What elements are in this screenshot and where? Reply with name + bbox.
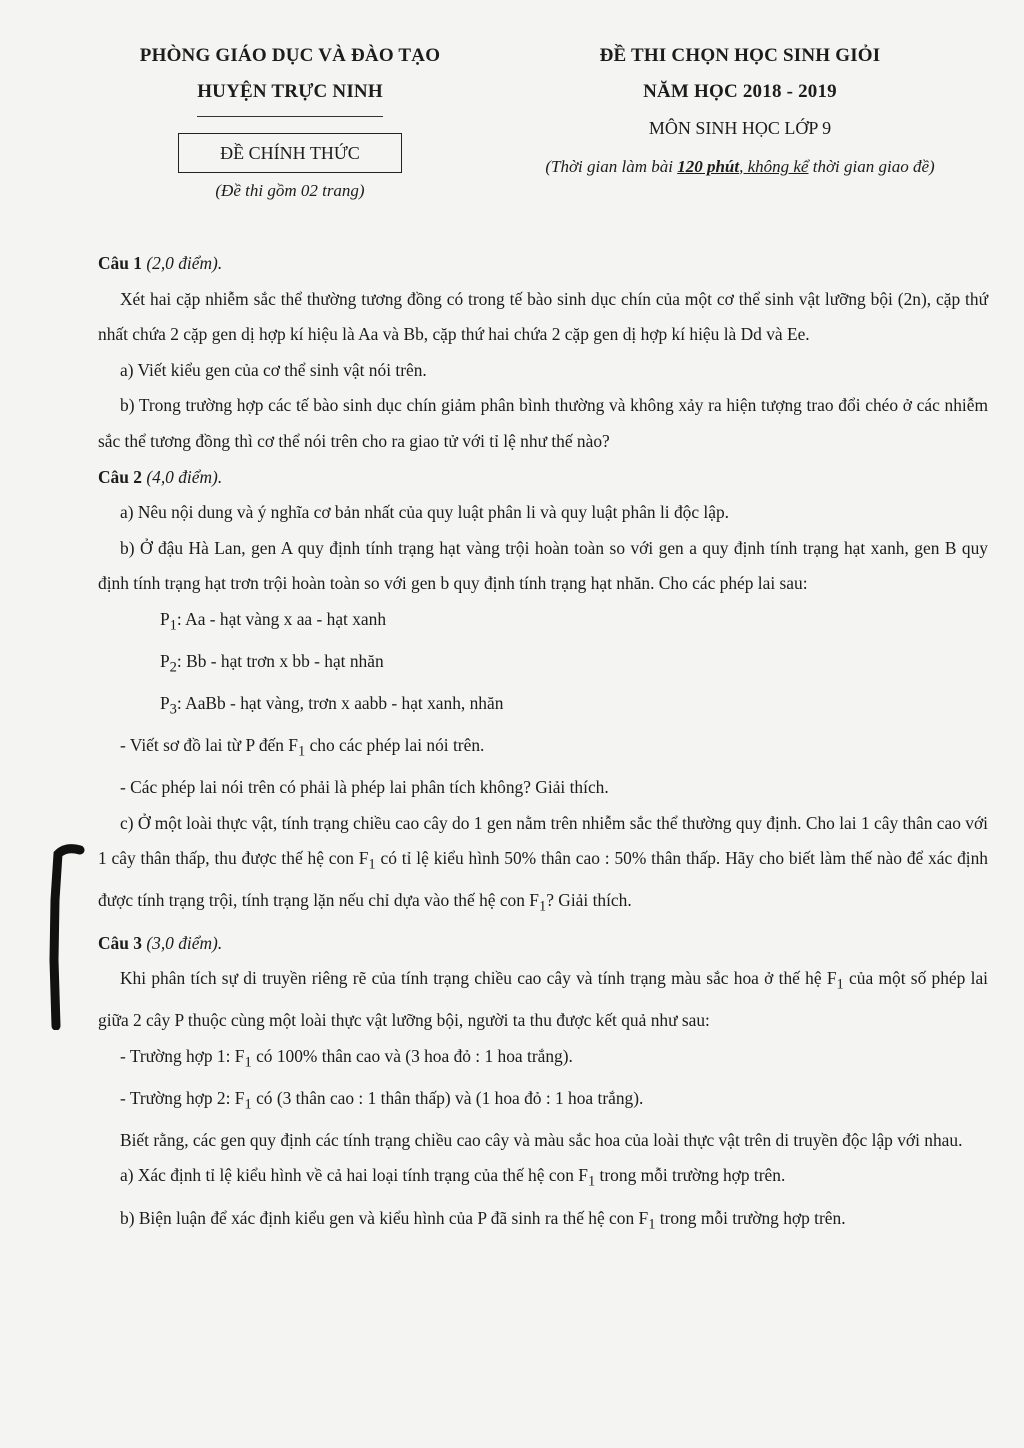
q3-intro-sub: 1 (836, 976, 844, 993)
question-3-points: (3,0 điểm). (146, 932, 223, 953)
question-2-part-b: b) Ở đậu Hà Lan, gen A quy định tính trạng hạt vàng trội hoàn toàn so với gen a quy định tính trạng hạt xanh, gen B quy định tính trạng hạt trơn trội hoàn toàn so với gen b quy định tính trạng hạt nhăn. Cho các phép lai sau: (98, 537, 988, 594)
school-year: NĂM HỌC 2018 - 2019 (643, 81, 837, 102)
time-prefix: (Thời gian làm bài (545, 157, 678, 176)
question-2-dash-2: - Các phép lai nói trên có phải là phép lai phân tích không? Giải thích. (120, 777, 609, 798)
dash-1-pre: - Viết sơ đồ lai từ P đến F (120, 735, 298, 756)
question-1-points: (2,0 điểm). (146, 253, 223, 273)
cross-p1-label: P (160, 608, 170, 629)
question-1-part-b: b) Trong trường hợp các tế bào sinh dục chín giảm phân bình thường và không xảy ra hiện tượng trao đổi chéo ở các nhiễm sắc thể tương đồng thì cơ thể nói trên cho ra giao tử với tỉ lệ như thế nào? (98, 395, 988, 451)
case-1-post: có 100% thân cao và (3 hoa đỏ : 1 hoa trắng). (251, 1045, 573, 1066)
question-3-part-b (98, 1201, 988, 1243)
q3-b-sub: 1 (648, 1216, 656, 1232)
question-3-label: Câu 3 (98, 932, 142, 953)
dash-1-sub: 1 (297, 743, 306, 760)
question-2-label: Câu 2 (98, 466, 142, 487)
question-1-part-a: a) Viết kiểu gen của cơ thể sinh vật nói trên. (120, 359, 427, 380)
exam-title: ĐỀ THI CHỌN HỌC SINH GIỎI (599, 45, 881, 66)
dash-1-post: cho các phép lai nói trên. (305, 735, 485, 756)
cross-p2-label: P (160, 651, 170, 671)
header-divider (197, 116, 383, 117)
q3-intro-post: của một số phép lai giữa 2 cây P thuộc cùng một loài thực vật lưỡng bội, người ta thu được kết quả như sau: (98, 968, 988, 1031)
question-3-title (98, 926, 988, 962)
question-1-intro: Xét hai cặp nhiễm sắc thể thường tương đồng có trong tế bào sinh dục chín của một cơ thể sinh vật lưỡng bội (2n), cặp thứ nhất chứa 2 cặp gen dị hợp kí hiệu là Aa và Bb, cặp thứ hai chứa 2 cặp gen dị hợp kí hiệu là Dd và Ee. (98, 288, 988, 345)
question-3-note: Biết rằng, các gen quy định các tính trạng chiều cao cây và màu sắc hoa của loài thực vật trên di truyền độc lập với nhau. (120, 1129, 963, 1150)
subject: MÔN SINH HỌC LỚP 9 (648, 118, 832, 138)
cross-p1 (98, 602, 988, 644)
cross-p2 (98, 644, 988, 686)
part-c-pre: c) Ở một loài thực vật, tính trạng chiều cao cây do 1 gen nằm trên nhiễm sắc thể thường quy định. Cho lai 1 cây thân cao với 1 cây thân thấp, thu được thế hệ con F (98, 812, 988, 869)
part-c-sub-1: 1 (368, 856, 376, 873)
question-2-part-c (98, 806, 988, 926)
cross-p3 (98, 686, 988, 728)
question-2-points: (4,0 điểm). (146, 466, 223, 487)
case-1-sub: 1 (244, 1054, 252, 1071)
cross-p2-text: : Bb - hạt trơn x bb - hạt nhăn (176, 651, 384, 671)
department-name: PHÒNG GIÁO DỤC VÀ ĐÀO TẠO (139, 45, 441, 66)
part-c-mid: có tỉ lệ kiểu hình 50% thân cao : 50% thân thấp. Hãy cho biết làm thế nào để xác định được tính trạng trội, tính trạng lặn nếu chỉ dựa vào thế hệ con F (98, 848, 988, 911)
q3-a-sub: 1 (587, 1173, 596, 1190)
time-mid: , không kể (739, 157, 809, 176)
cross-p3-label: P (160, 693, 170, 714)
cross-p1-text: : Aa - hạt vàng x aa - hạt xanh (176, 608, 387, 629)
official-stamp: ĐỀ CHÍNH THỨC (178, 133, 402, 173)
question-3-case-2 (98, 1081, 988, 1123)
exam-content (98, 246, 988, 1243)
case-2-sub: 1 (244, 1096, 252, 1113)
q3-b-post: trong mỗi trường hợp trên. (655, 1207, 846, 1228)
pages-note: (Đề thi gồm 02 trang) (215, 181, 365, 200)
case-2-pre: - Trường hợp 2: F (120, 1087, 245, 1108)
case-1-pre: - Trường hợp 1: F (120, 1045, 245, 1066)
time-minutes: 120 phút (677, 157, 740, 176)
question-3-intro (98, 961, 988, 1039)
q3-b-pre: b) Biện luận để xác định kiểu gen và kiểu hình của P đã sinh ra thế hệ con F (120, 1207, 649, 1228)
time-note (480, 148, 1000, 186)
cross-p1-sub: 1 (169, 617, 177, 634)
cross-p2-sub: 2 (169, 659, 177, 676)
cross-p3-sub: 3 (169, 701, 177, 718)
part-c-sub-2: 1 (538, 898, 547, 915)
pen-mark-icon (46, 840, 86, 1030)
case-2-post: có (3 thân cao : 1 thân thấp) và (1 hoa đỏ : 1 hoa trắng). (251, 1087, 644, 1108)
header-right (480, 38, 1000, 186)
time-suffix: thời gian giao đề) (808, 157, 935, 176)
header-left (100, 38, 480, 201)
q3-a-post: trong mỗi trường hợp trên. (595, 1165, 786, 1186)
question-2-part-a: a) Nêu nội dung và ý nghĩa cơ bản nhất của quy luật phân li và quy luật phân li độc lập. (120, 502, 730, 523)
part-c-post: ? Giải thích. (546, 890, 632, 911)
q3-intro-pre: Khi phân tích sự di truyền riêng rẽ của tính trạng chiều cao cây và tính trạng màu sắc hoa ở thế hệ F (120, 968, 837, 989)
question-2-dash-1 (98, 728, 988, 770)
district-name: HUYỆN TRỰC NINH (197, 81, 383, 102)
question-2-title (98, 460, 988, 496)
question-1-title (98, 246, 988, 282)
q3-a-pre: a) Xác định tỉ lệ kiểu hình về cả hai loại tính trạng của thế hệ con F (120, 1165, 588, 1186)
question-3-case-1 (98, 1039, 988, 1081)
question-3-part-a (98, 1158, 988, 1200)
question-1-label: Câu 1 (98, 253, 142, 273)
cross-p3-text: : AaBb - hạt vàng, trơn x aabb - hạt xanh, nhăn (176, 693, 504, 714)
